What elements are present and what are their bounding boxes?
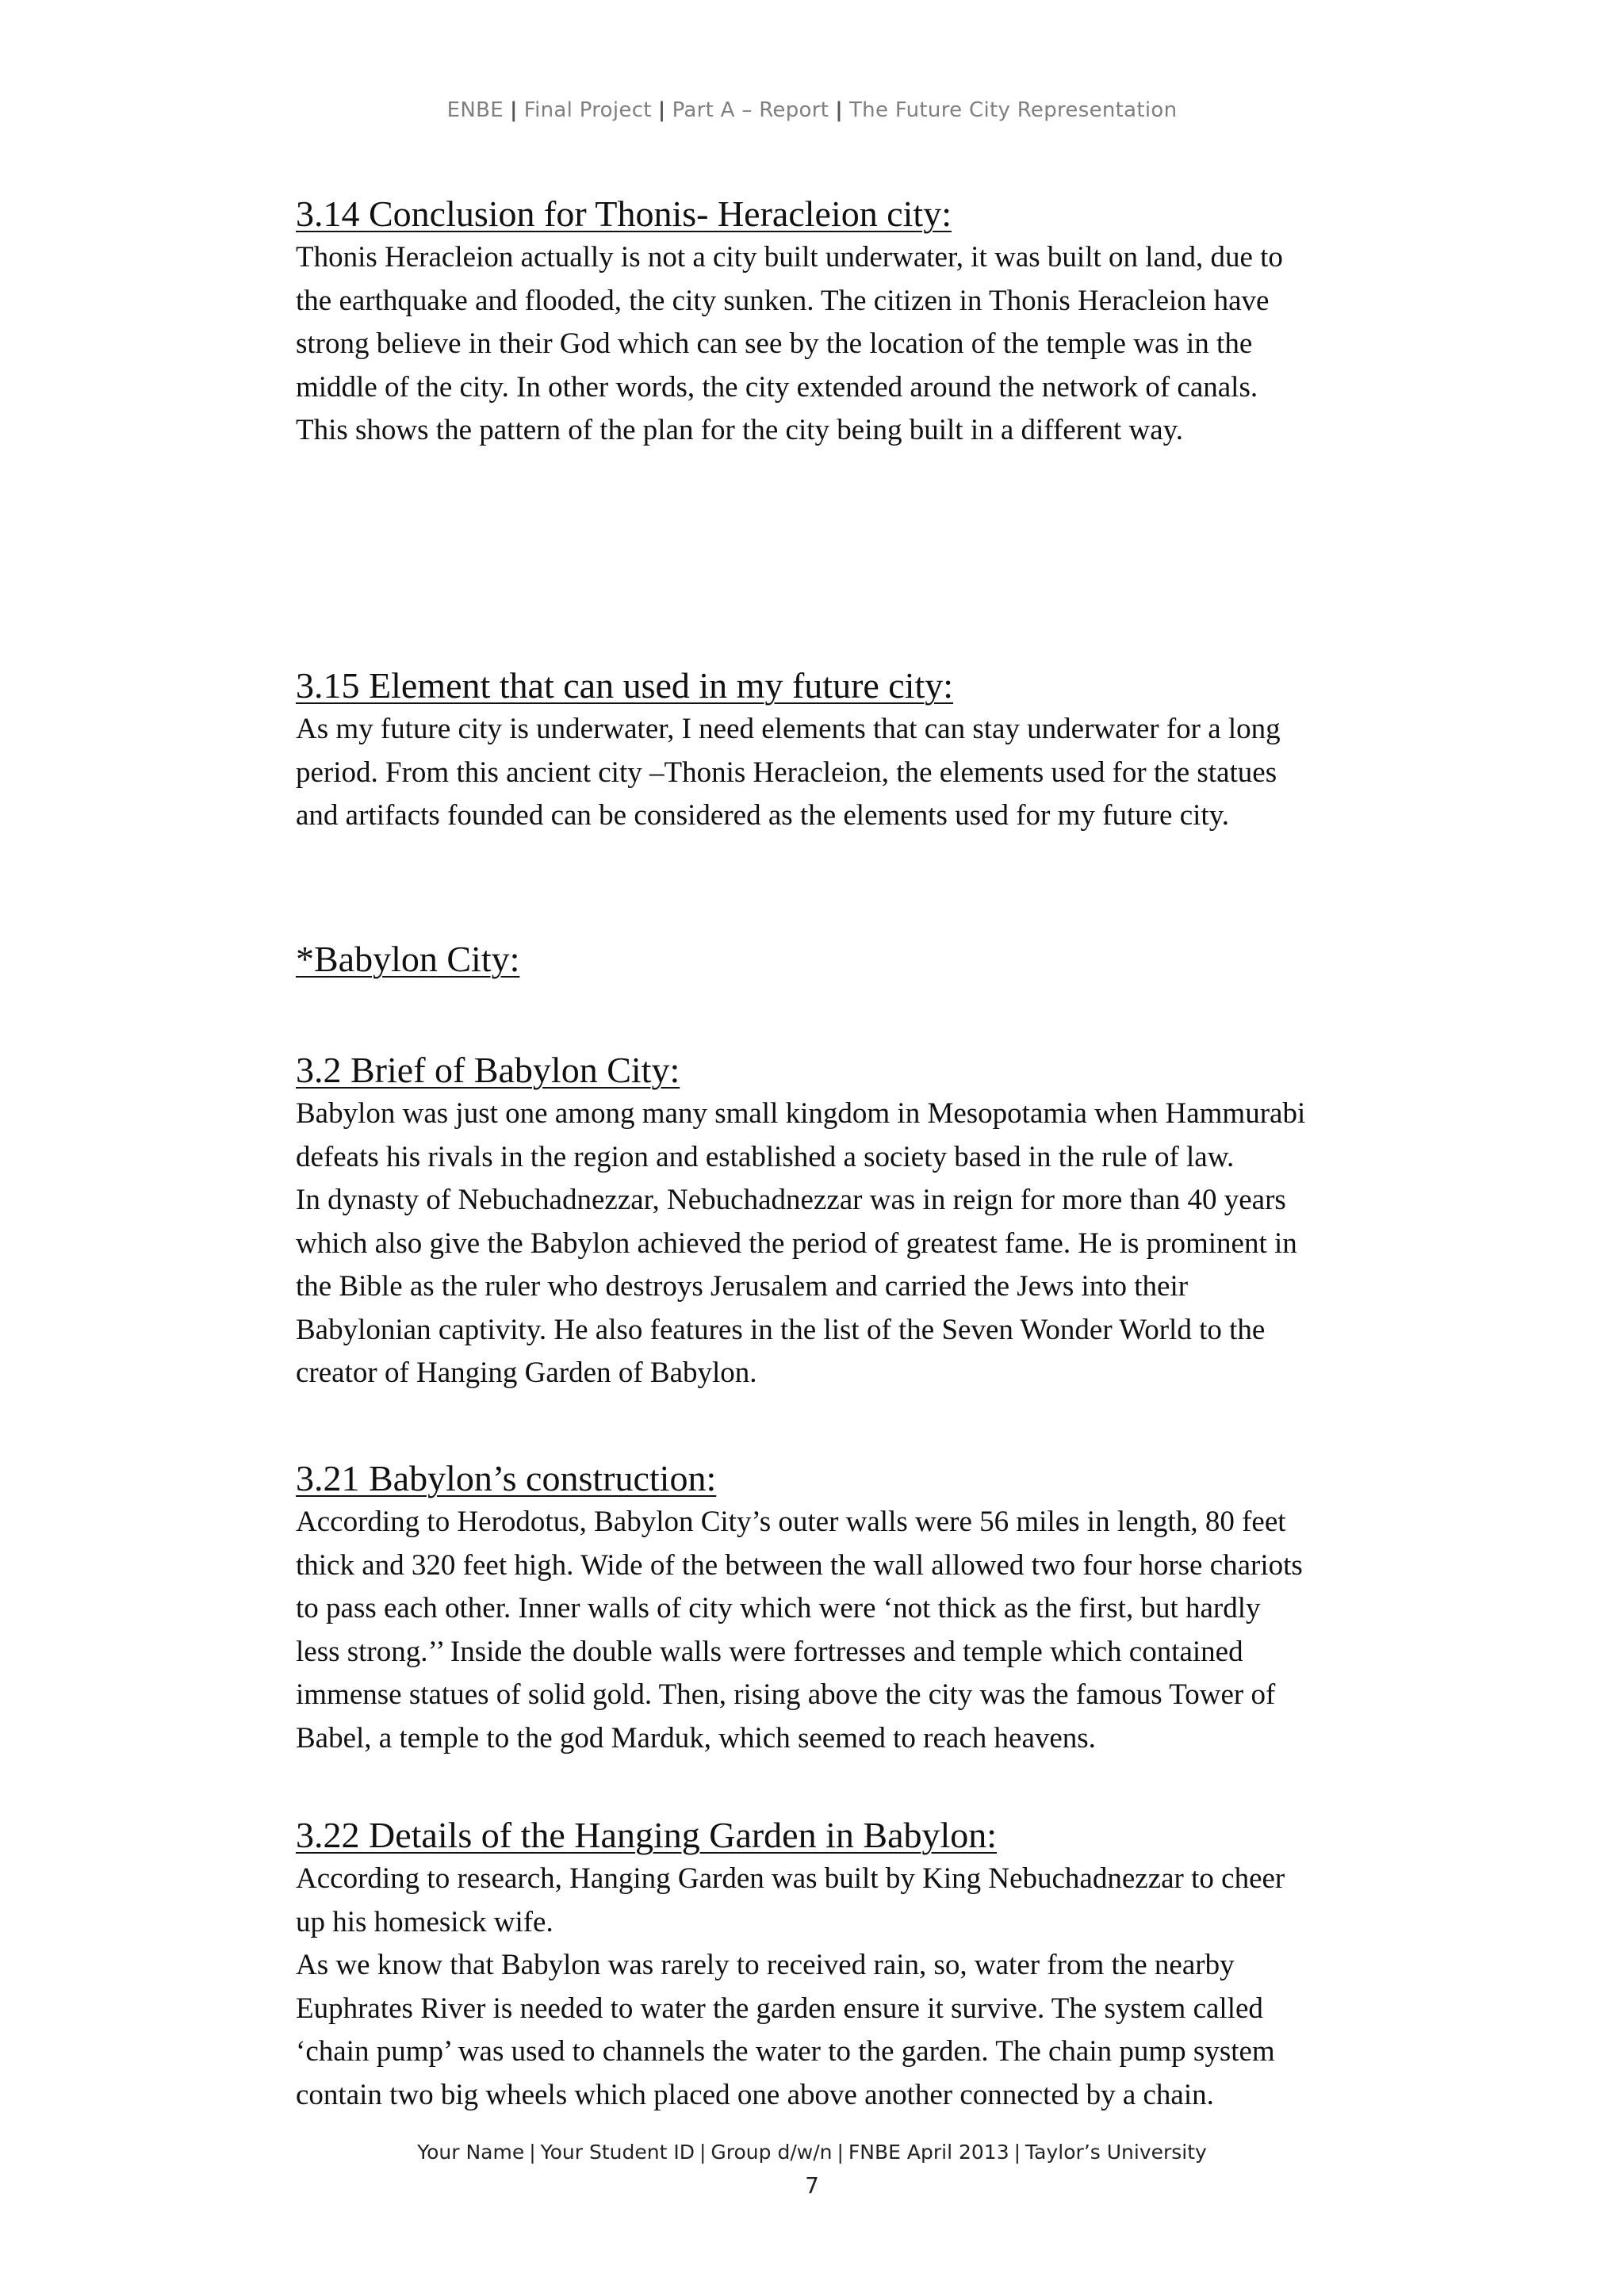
section-3-21 (296, 1455, 1430, 1760)
footer-group: Group d/w/n (710, 2141, 833, 2164)
running-header (0, 98, 1624, 122)
header-separator: | (657, 98, 666, 122)
footer-programme: FNBE April 2013 (848, 2141, 1009, 2164)
header-title: The Future City Representation (849, 98, 1178, 122)
paragraph-line: Euphrates River is needed to water the garden ensure it survive. The system called (296, 1992, 1263, 2025)
paragraph-line: to pass each other. Inner walls of city which were ‘not thick as the first, but hardly (296, 1592, 1261, 1624)
footer-separator: | (1013, 2141, 1021, 2164)
header-separator: | (509, 98, 518, 122)
section-3-14 (296, 190, 1430, 453)
paragraph-line: Babylon was just one among many small kingdom in Mesopotamia when Hammurabi (296, 1097, 1306, 1130)
paragraph-line: the Bible as the ruler who destroys Jerusalem and carried the Jews into their (296, 1270, 1189, 1303)
header-course: ENBE (446, 98, 504, 122)
paragraph-line: up his homesick wife. (296, 1905, 553, 1938)
section-babylon-city (296, 936, 1430, 983)
header-project: Final Project (523, 98, 652, 122)
section-paragraph (296, 708, 1430, 838)
paragraph-line: thick and 320 feet high. Wide of the between the wall allowed two four horse chariots (296, 1548, 1303, 1582)
paragraph-line: contain two big wheels which placed one above another connected by a chain. (296, 2078, 1214, 2111)
paragraph-line: According to research, Hanging Garden was built by King Nebuchadnezzar to cheer (296, 1862, 1285, 1895)
paragraph-line: Thonis Heracleion actually is not a city built underwater, it was built on land, due to (296, 241, 1283, 274)
section-3-22 (296, 1812, 1430, 2117)
paragraph-line: ‘chain pump’ was used to channels the water to the garden. The chain pump system (296, 2035, 1275, 2068)
paragraph-line: period. From this ancient city –Thonis Heracleion, the elements used for the statues (296, 756, 1277, 789)
footer-separator: | (529, 2141, 536, 2164)
section-heading: 3.2 Brief of Babylon City: (296, 1050, 680, 1090)
footer-separator: | (699, 2141, 707, 2164)
footer-separator: | (837, 2141, 844, 2164)
paragraph-line: immense statues of solid gold. Then, rising above the city was the famous Tower of (296, 1678, 1276, 1711)
paragraph-line: As my future city is underwater, I need elements that can stay underwater for a long (296, 713, 1281, 745)
paragraph-line: the earthquake and flooded, the city sunken. The citizen in Thonis Heracleion have (296, 284, 1270, 317)
footer-university: Taylor’s University (1025, 2141, 1207, 2164)
paragraph-line: middle of the city. In other words, the city extended around the network of canals. (296, 370, 1258, 404)
paragraph-line: Babel, a temple to the god Marduk, which seemed to reach heavens. (296, 1721, 1096, 1755)
paragraph-line: and artifacts founded can be considered as the elements used for my future city. (296, 799, 1230, 832)
paragraph-line: less strong.’’ Inside the double walls were fortresses and temple which contained (296, 1635, 1243, 1668)
paragraph-line: defeats his rivals in the region and established a society based in the rule of law. (296, 1140, 1235, 1173)
paragraph-line: In dynasty of Nebuchadnezzar, Nebuchadnezzar was in reign for more than 40 years (296, 1184, 1286, 1216)
section-3-15 (296, 662, 1430, 838)
section-paragraph (296, 1858, 1430, 2117)
section-heading: 3.15 Element that can used in my future city: (296, 665, 954, 706)
section-paragraph (296, 1093, 1430, 1395)
section-paragraph (296, 236, 1430, 453)
paragraph-line: creator of Hanging Garden of Babylon. (296, 1357, 757, 1389)
paragraph-line: This shows the pattern of the plan for the city being built in a different way. (296, 414, 1183, 446)
section-heading: 3.22 Details of the Hanging Garden in Babylon: (296, 1815, 998, 1855)
paragraph-line: which also give the Babylon achieved the period of greatest fame. He is prominent in (296, 1226, 1297, 1260)
paragraph-line: According to Herodotus, Babylon City’s outer walls were 56 miles in length, 80 feet (296, 1506, 1286, 1538)
footer-name: Your Name (417, 2141, 525, 2164)
section-paragraph (296, 1501, 1430, 1760)
section-heading: 3.14 Conclusion for Thonis- Heracleion city: (296, 193, 952, 234)
footer-student-id: Your Student ID (540, 2141, 695, 2164)
running-footer (0, 2141, 1624, 2164)
section-3-2 (296, 1047, 1430, 1395)
header-part: Part A – Report (672, 98, 829, 122)
paragraph-line: As we know that Babylon was rarely to received rain, so, water from the nearby (296, 1949, 1235, 1981)
section-heading: 3.21 Babylon’s construction: (296, 1458, 717, 1498)
paragraph-line: Babylonian captivity. He also features in the list of the Seven Wonder World to the (296, 1313, 1266, 1346)
page-number: 7 (805, 2172, 819, 2198)
header-separator: | (835, 98, 843, 122)
section-heading: *Babylon City: (296, 939, 520, 979)
paragraph-line: strong believe in their God which can see by the location of the temple was in the (296, 327, 1253, 360)
